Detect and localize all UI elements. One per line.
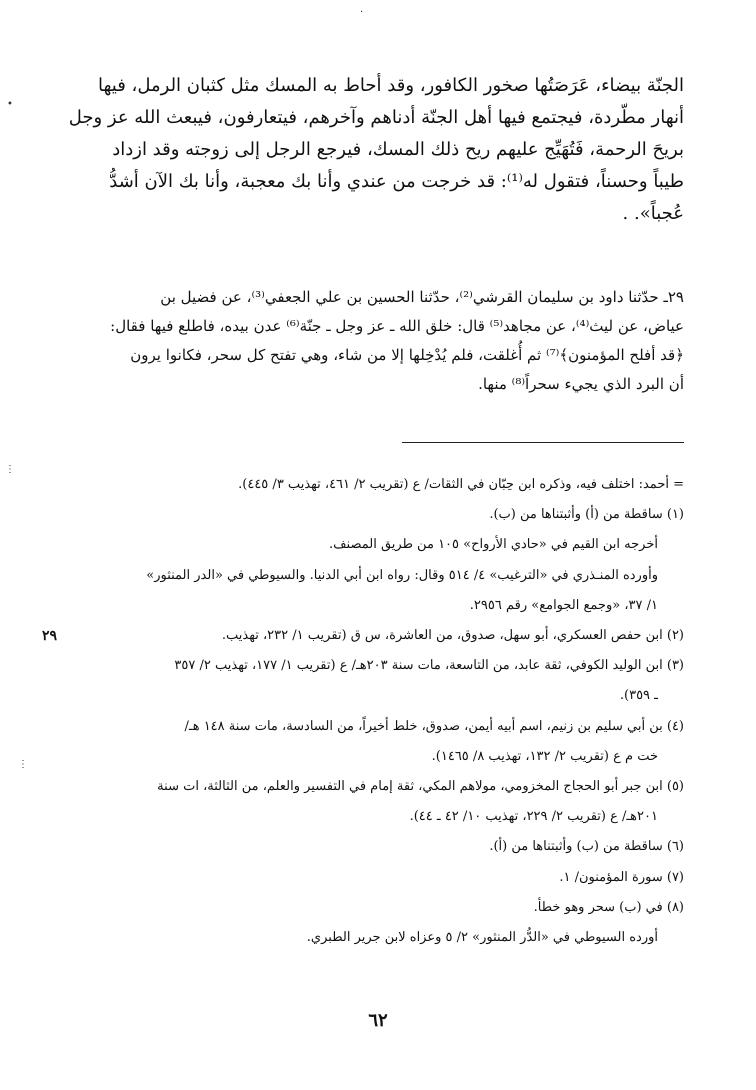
- footnote-line: وأورده المنـذري في «الترغيب» ٤/ ٥١٤ وقال: رواه ابن أبي الدنيا. والسيوطي في «الدر المنثور»: [146, 567, 658, 583]
- main-text-line: الجنّة بيضاء، عَرَصَتُها صخور الكافور، وقد أحاط به المسك مثل كثبان الرمل، فيها: [98, 75, 684, 96]
- footnote-line: أخرجه ابن القيم في «حادي الأرواح» ١٠٥ من طريق المصنف.: [328, 537, 658, 553]
- footnote-line: (٢) ابن حفص العسكري، أبو سهل، صدوق، من العاشرة، س ق (تقريب ١/ ٢٣٢، تهذيب.: [221, 628, 684, 644]
- footnote-line: (٧) سورة المؤمنون/ ١.: [559, 869, 684, 885]
- page-number: ٦٢: [368, 1010, 388, 1031]
- footnote-line: (٤) بن أبي سليم بن زنيم، اسم أبيه أيمن، صدوق، خلط أخيراً، من السادسة، مات سنة ١٤٨ هـ/: [184, 718, 684, 734]
- main-text-line: بريحَ الرحمة، فَتُهَيِّج عليهم ريح ذلك المسك، فيرجع الرجل إلى زوجته وقد ازداد: [112, 139, 684, 160]
- main-text-line: أنهار مطّردة، فيجتمع فيها أهل الجنّة أدناهم وآخرهم، فيتعارفون، فيبعث الله عز وجل: [68, 107, 684, 128]
- footnote-divider: [402, 442, 684, 443]
- main-text-line: عُجباً». .: [622, 203, 684, 224]
- scan-speck: ⋮: [18, 759, 28, 770]
- scan-speck: ·: [360, 7, 364, 18]
- margin-hadith-number: ٢٩: [42, 628, 58, 644]
- footnotes-block: [42, 470, 684, 953]
- footnote-line: ٢٠١هـ/ ع (تقريب ٢/ ٢٢٩، تهذيب ١٠/ ٤٢ ـ ٤٤).: [409, 809, 658, 825]
- footnote-line: خت م ع (تقريب ٢/ ١٣٢، تهذيب ٨/ ١٤٦٥).: [431, 748, 658, 764]
- footnote-line: ـ ٣٥٩).: [619, 688, 658, 704]
- scan-speck: ⋮: [5, 464, 15, 475]
- hadith-line: ﴿قد أفلح المؤمنون﴾⁽⁷⁾ ثم أُغلقت، فلم يُدْخِلها إلا من شاء، وهي تفتح كل سحر، فكانوا يرون: [130, 346, 684, 364]
- hadith-line: ٢٩ـ حدّثنا داود بن سليمان القرشي⁽²⁾، حدّثنا الحسين بن علي الجعفي⁽³⁾، عن فضيل بن: [160, 288, 684, 306]
- hadith-29-block: [42, 283, 684, 399]
- footnote-line: (٣) ابن الوليد الكوفي، ثقة عابد، من التاسعة، مات سنة ٢٠٣هـ/ ع (تقريب ١/ ١٧٧، تهذيب ٢/ ٣٥٧: [174, 658, 684, 674]
- footnote-line: (١) ساقطة من (أ) وأثبتناها من (ب).: [489, 507, 684, 523]
- footnote-line: = أحمد: اختلف فيه، وذكره ابن حِبّان في الثقات/ ع (تقريب ٢/ ٤٦١، تهذيب ٣/ ٤٤٥).: [238, 477, 684, 492]
- footnote-line: (٦) ساقطة من (ب) وأثبتناها من (أ).: [489, 839, 684, 855]
- main-text-block: [42, 70, 684, 230]
- scan-speck: •: [7, 99, 13, 110]
- footnote-line: ١/ ٣٧، «وجمع الجوامع» رقم ٢٩٥٦.: [469, 597, 658, 613]
- hadith-line: أن البرد الذي يجيء سحراً⁽⁸⁾ منها.: [478, 375, 684, 393]
- hadith-line: عياض، عن ليث⁽⁴⁾، عن مجاهد⁽⁵⁾ قال: خلق الله ـ عز وجل ـ جنّة⁽⁶⁾ عدن بيده، فاطلع فيها فقال:: [110, 317, 684, 335]
- main-text-line: طيباً وحسناً، فتقول له⁽¹⁾: قد خرجت من عندي وأنا بك معجبة، وأنا بك الآن أشدُّ: [109, 171, 684, 192]
- footnote-line: (٥) ابن جبر أبو الحجاج المخزومي، مولاهم المكي، ثقة إمام في التفسير والعلم، من الثالثة، ات سنة: [157, 779, 684, 795]
- footnote-line: (٨) في (ب) سحر وهو خطأ.: [533, 899, 684, 915]
- footnote-line: أورده السيوطي في «الدُّر المنثور» ٢/ ٥ وعزاه لابن جرير الطبري.: [306, 930, 658, 946]
